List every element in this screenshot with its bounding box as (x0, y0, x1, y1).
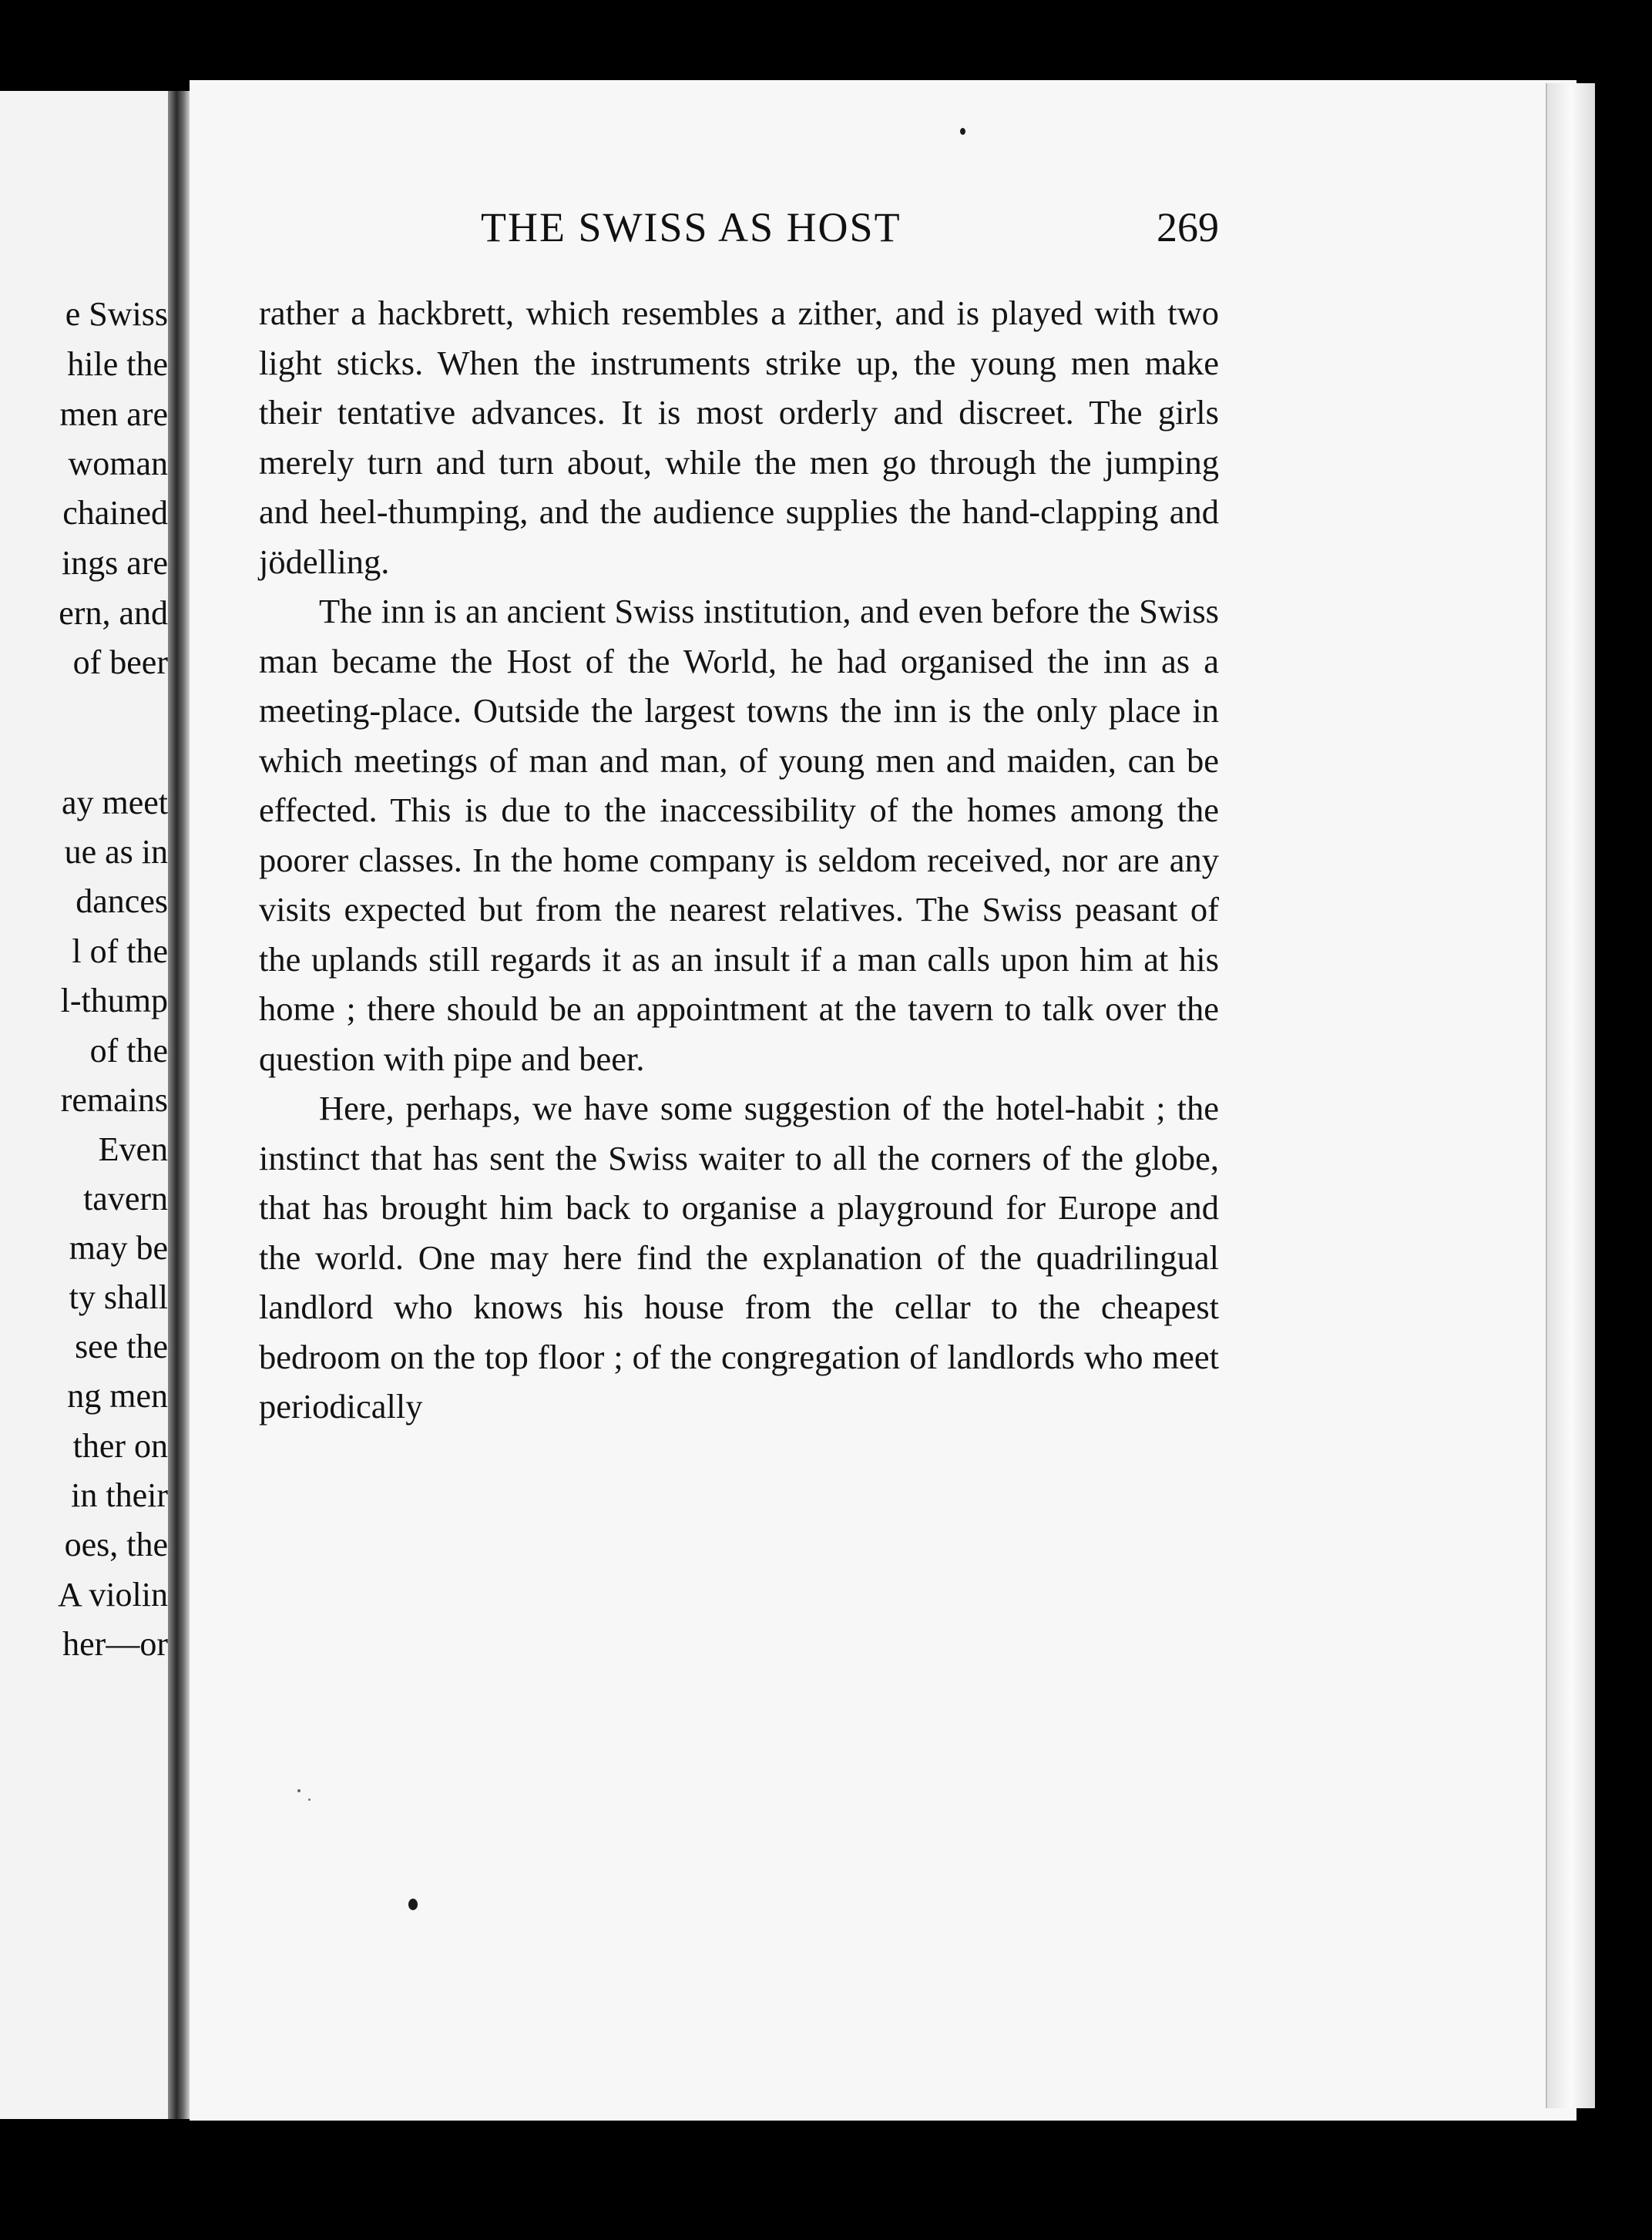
facing-line: ther on (72, 1427, 168, 1465)
facing-line: ng men (67, 1377, 168, 1415)
book-gutter (168, 91, 190, 2119)
facing-line: l-thump (60, 982, 168, 1019)
facing-line: woman (68, 445, 168, 482)
page-number: 269 (1157, 204, 1219, 250)
running-header (291, 203, 1219, 257)
facing-line: ty shall (69, 1278, 168, 1316)
facing-line: men are (59, 395, 168, 433)
facing-line: oes, the (64, 1526, 168, 1563)
scan-speck (408, 1899, 418, 1910)
facing-line: chained (62, 494, 168, 532)
page-edge (1546, 83, 1595, 2108)
facing-line: Even (98, 1130, 168, 1168)
scan-speck (308, 1798, 311, 1801)
facing-line: of the (89, 1032, 168, 1070)
facing-line: A violin (57, 1576, 168, 1614)
facing-line: her—or (62, 1625, 168, 1663)
paragraph: Here, perhaps, we have some suggestion of the hotel-habit ; the instinct that has sent the Swiss waiter to all the corners of the globe, that has brought him back to organise a playground for Europe and the world. One may here find the explanation of the quadrilingual landlord who knows his house from the cellar to the cheapest bedroom on the top floor ; of the congregation of landlords who meet periodically (259, 1089, 1219, 1426)
facing-page-left (0, 91, 179, 2119)
facing-line: may be (69, 1229, 168, 1267)
facing-line: hile the (67, 345, 168, 383)
facing-line: l of the (72, 932, 168, 970)
scan-speck (960, 128, 965, 135)
paragraph: rather a hackbrett, which resembles a zither, and is played with two light sticks. When the instruments strike up, the young men make their tentative advances. It is most orderly and discreet. The girls merely turn and turn about, while the men go through the jumping and heel-thumping, and the audience supplies the hand-clapping and jödelling. (259, 294, 1219, 581)
facing-line: tavern (83, 1180, 168, 1217)
facing-line: ue as in (64, 833, 168, 871)
facing-line: remains (60, 1081, 168, 1119)
facing-line: ings are (61, 544, 168, 582)
running-title: THE SWISS AS HOST (481, 204, 902, 250)
facing-line: e Swiss (65, 295, 168, 333)
body-text (259, 288, 1219, 1432)
facing-line: ern, and (59, 594, 168, 632)
facing-line: dances (76, 882, 168, 920)
facing-line: in their (71, 1476, 168, 1514)
facing-line: of beer (72, 643, 168, 681)
scan-speck (297, 1789, 301, 1792)
paragraph: The inn is an ancient Swiss institution, and even before the Swiss man became the Host of the World, he had organised the inn as a meeting-place. Outside the largest towns the inn is the only place in which meetings of man and man, of young men and maiden, can be effected. This is due to the inaccessibility of the homes among the poorer classes. In the home company is seldom received, nor are any visits expected but from the nearest relatives. The Swiss peasant of the uplands still regards it as an insult if a man calls upon him at his home ; there should be an appointment at the tavern to talk over the question with pipe and beer. (259, 592, 1219, 1078)
facing-line: see the (75, 1328, 168, 1365)
facing-line: ay meet (61, 784, 168, 821)
